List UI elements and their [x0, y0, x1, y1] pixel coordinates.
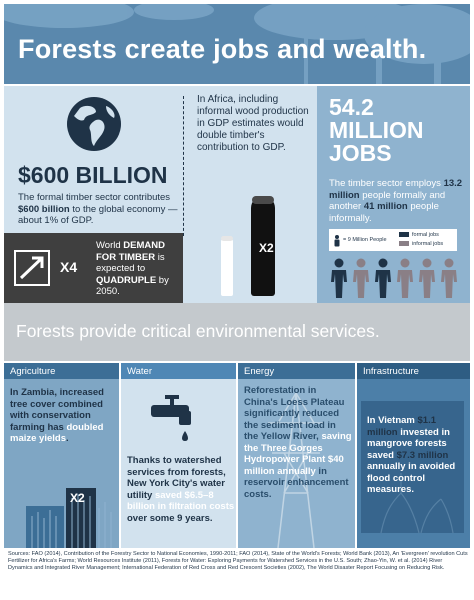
person-informal-icon	[441, 259, 457, 299]
demand-multiplier: X4	[60, 259, 78, 275]
sources-footnote: Sources: FAO (2014), Contribution of the Forestry Sector to National Economies, 1990-2011; FAO (2014), State of the World's Forests; World Bank (2013), An 'Evergreen' revolution Cuts Fertilizer for Africa's Farms; World Resources Institute (2011), Forests for Water: Exploring Payments for Watershed Services in the U.S. South; Zhao-Yin, W. et al. (2014) River Dynamics and Integrated River Management; International Federation of Red Cross and Red Crescent Societies (2002), The World Disaster Report Focusing on Reducing Risk.	[8, 551, 468, 571]
page-title: Forests create jobs and wealth.	[18, 34, 427, 64]
africa-description: In Africa, including informal wood production in GDP estimates would double timber's contribution to GDP.	[197, 94, 309, 153]
person-informal-icon	[419, 259, 435, 299]
water-column	[121, 363, 236, 548]
energy-description: Reforestation in China's Loess Plateau significantly reduced the sediment load in the Yellow River, saving the Three Gorges Hydropower Plant $40 million annually in reservoir enhancement costs.	[244, 385, 352, 500]
legend-people-label: = 9 Million People	[343, 237, 387, 243]
water-description: Thanks to watershed services from forests, New York City's water utility saved $6.5–8 billion in filtration costs over some 9 years.	[127, 455, 235, 524]
infrastructure-description: In Vietnam $1.1 million invested in mangrove forests saved $7.3 million annually in avoided flood control measures.	[367, 415, 456, 495]
maize-field-icon	[4, 488, 119, 548]
agriculture-description: In Zambia, increased tree cover combined with conservation farming has doubled maize yields.	[10, 387, 104, 444]
demand-panel	[4, 233, 183, 303]
person-icon	[333, 235, 341, 247]
timber-description: The formal timber sector contributes $600 billion to the global economy —about 1% of GDP.	[18, 192, 178, 226]
agriculture-heading: Agriculture	[4, 363, 119, 379]
legend-informal-swatch	[399, 241, 409, 246]
demand-description: World DEMAND FOR TIMBER is expected to QUADRUPLE by 2050.	[96, 240, 169, 297]
people-icons	[329, 258, 461, 300]
legend-formal-swatch	[399, 232, 409, 237]
services-banner	[4, 303, 470, 361]
small-log-icon	[221, 236, 233, 296]
jobs-headline: 54.2 MILLION JOBS	[329, 94, 424, 166]
jobs-panel	[317, 86, 470, 303]
jobs-description: The timber sector employs 13.2 million people formally and another 41 million people informally.	[329, 178, 463, 224]
person-formal-icon	[331, 259, 347, 299]
header-banner	[4, 4, 470, 84]
person-informal-icon	[353, 259, 369, 299]
energy-column	[238, 363, 355, 548]
africa-multiplier: X2	[259, 241, 274, 255]
faucet-icon	[149, 391, 209, 451]
water-heading: Water	[121, 363, 236, 379]
legend-informal-label: informal jobs	[412, 241, 444, 247]
globe-icon	[66, 96, 122, 152]
infrastructure-column	[357, 363, 470, 548]
person-informal-icon	[397, 259, 413, 299]
legend-formal-label: formal jobs	[412, 232, 439, 238]
services-title: Forests provide critical environmental services.	[16, 321, 380, 341]
agriculture-multiplier: X2	[70, 491, 85, 505]
timber-value: $600 BILLION	[18, 162, 168, 188]
energy-heading: Energy	[238, 363, 355, 379]
timber-panel	[4, 86, 183, 233]
trend-up-icon	[14, 250, 50, 286]
africa-panel	[183, 86, 317, 303]
jobs-legend	[329, 229, 457, 251]
infrastructure-heading: Infrastructure	[357, 363, 470, 379]
agriculture-column	[4, 363, 119, 548]
divider	[183, 96, 184, 236]
person-formal-icon	[375, 259, 391, 299]
